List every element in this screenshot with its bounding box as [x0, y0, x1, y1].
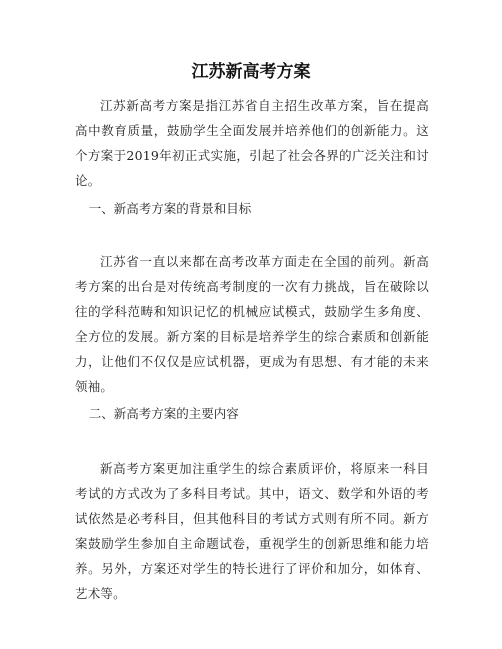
intro-paragraph: 江苏新高考方案是指江苏省自主招生改革方案，旨在提高高中教育质量，鼓励学生全面发展并培养他们的创新能力。这个方案于2019年初正式实施，引起了社会各界的广泛关注和讨论。	[75, 98, 429, 188]
section-2-body: 新高考方案更加注重学生的综合素质评价，将原来一科目考试的方式改为了多科目考试。其中，语文、数学和外语的考试依然是必考科目，但其他科目的考试方式则有所不同。新方案鼓励学生参加自主命题试卷，重视学生的创新思维和能力培养。另外，方案还对学生的特长进行了评价和加分，如体育、艺术等。	[75, 461, 429, 601]
document-title: 江苏新高考方案	[191, 62, 311, 82]
section-1-body: 江苏省一直以来都在高考改革方面走在全国的前列。新高考方案的出台是对传统高考制度的一次有力挑战，旨在破除以往的学科范畴和知识记忆的机械应试模式，鼓励学生多角度、全方位的发展。新方案的目标是培养学生的综合素质和创新能力，让他们不仅仅是应试机器，更成为有思想、有才能的未来领袖。	[75, 254, 429, 394]
section-2-heading: 二、新高考方案的主要内容	[88, 406, 239, 421]
section-1-heading: 一、新高考方案的背景和目标	[88, 201, 252, 216]
